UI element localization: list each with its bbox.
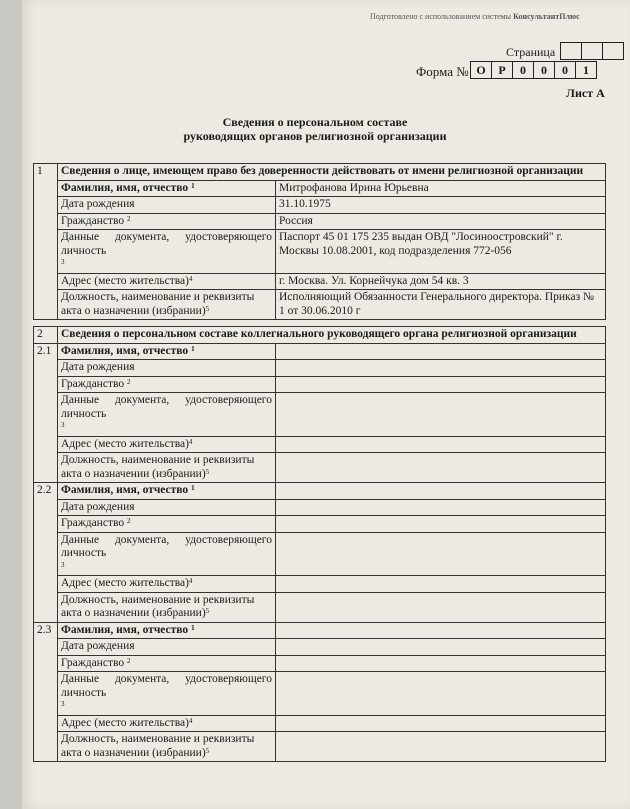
field-value: 31.10.1975 [276, 197, 606, 214]
field-row [34, 436, 606, 453]
field-row [34, 197, 606, 214]
page-label: Страница [506, 45, 556, 59]
sheet-label: Лист А [566, 86, 605, 100]
field-value [276, 732, 606, 762]
field-value [276, 532, 606, 576]
field-row [34, 732, 606, 762]
field-value: Паспорт 45 01 175 235 выдан ОВД "Лосиноостровский" г. Москвы 10.08.2001, код подразделения 772-056 [276, 230, 606, 274]
field-row [34, 516, 606, 533]
page-box [560, 42, 582, 60]
field-row [34, 592, 606, 622]
field-row [34, 360, 606, 377]
field-label: Гражданство $^2$ [58, 516, 276, 533]
field-value [276, 715, 606, 732]
field-value: Россия [276, 213, 606, 230]
field-label: Должность, наименование и реквизиты акта о назначении (избрании)$^5$ [58, 732, 276, 762]
field-value: г. Москва. Ул. Корнейчука дом 54 кв. 3 [276, 273, 606, 290]
field-label: Данные документа, удостоверяющего личность $^3$ [58, 393, 276, 437]
title-line-2: руководящих органов религиозной организации [183, 129, 447, 143]
field-label: Должность, наименование и реквизиты акта о назначении (избрании)$^5$ [58, 592, 276, 622]
subsection-number: 2.2 [34, 483, 58, 623]
section-2-header [34, 327, 606, 344]
field-row [34, 655, 606, 672]
field-label: Дата рождения [58, 639, 276, 656]
field-value [276, 360, 606, 377]
field-label: Адрес (место жительства)$^4$ [58, 576, 276, 593]
field-row [34, 376, 606, 393]
field-label: Фамилия, имя, отчество $^1$ [58, 180, 276, 197]
field-value [276, 622, 606, 639]
field-row [34, 393, 606, 437]
section-number: 1 [34, 164, 58, 320]
field-label: Дата рождения [58, 360, 276, 377]
section-heading: Сведения о персональном составе коллегиального руководящего органа религиозной организации [58, 327, 606, 344]
field-label: Гражданство $^2$ [58, 213, 276, 230]
field-label: Гражданство $^2$ [58, 376, 276, 393]
form-code-box: 0 [554, 61, 576, 79]
page-box [602, 42, 624, 60]
field-row [34, 715, 606, 732]
field-row [34, 532, 606, 576]
spacer-row [34, 320, 606, 327]
subsection-number: 2.3 [34, 622, 58, 762]
field-value [276, 639, 606, 656]
section-number: 2 [34, 327, 58, 344]
field-label: Адрес (место жительства)$^4$ [58, 436, 276, 453]
field-label: Адрес (место жительства)$^4$ [58, 715, 276, 732]
form-code-box: Р [491, 61, 513, 79]
page-number-boxes [561, 42, 624, 60]
field-label: Дата рождения [58, 197, 276, 214]
field-row [34, 639, 606, 656]
field-row [34, 499, 606, 516]
field-row [34, 213, 606, 230]
form-code-boxes [471, 61, 597, 79]
field-value [276, 516, 606, 533]
field-row [34, 483, 606, 500]
field-value [276, 453, 606, 483]
field-row [34, 343, 606, 360]
field-row [34, 672, 606, 716]
field-value [276, 499, 606, 516]
form-code-box: 0 [512, 61, 534, 79]
field-value [276, 672, 606, 716]
field-value [276, 655, 606, 672]
field-label: Фамилия, имя, отчество $^1$ [58, 483, 276, 500]
field-value [276, 343, 606, 360]
form-code-box: 0 [533, 61, 555, 79]
title-line-1: Сведения о персональном составе [222, 115, 408, 129]
field-value [276, 436, 606, 453]
field-label: Данные документа, удостоверяющего личность $^3$ [58, 230, 276, 274]
section-1-header [34, 164, 606, 181]
field-row [34, 290, 606, 320]
field-label: Должность, наименование и реквизиты акта о назначении (избрании)$^5$ [58, 453, 276, 483]
field-label: Дата рождения [58, 499, 276, 516]
field-label: Фамилия, имя, отчество $^1$ [58, 622, 276, 639]
subsection-number: 2.1 [34, 343, 58, 483]
field-label: Данные документа, удостоверяющего личность $^3$ [58, 672, 276, 716]
field-row [34, 576, 606, 593]
form-code-box: О [470, 61, 492, 79]
document-title [0, 115, 630, 143]
field-row [34, 273, 606, 290]
field-label: Фамилия, имя, отчество $^1$ [58, 343, 276, 360]
field-label: Данные документа, удостоверяющего личность $^3$ [58, 532, 276, 576]
personnel-form-table [33, 163, 606, 762]
form-number-label: Форма № [416, 64, 469, 79]
form-code-box: 1 [575, 61, 597, 79]
field-value [276, 592, 606, 622]
field-value [276, 576, 606, 593]
field-label: Гражданство $^2$ [58, 655, 276, 672]
section-heading: Сведения о лице, имеющем право без доверенности действовать от имени религиозной организации [58, 164, 606, 181]
page-box [581, 42, 603, 60]
field-row [34, 453, 606, 483]
field-value [276, 376, 606, 393]
field-label: Должность, наименование и реквизиты акта о назначении (избрании)$^5$ [58, 290, 276, 320]
field-label: Адрес (место жительства)$^4$ [58, 273, 276, 290]
field-value [276, 393, 606, 437]
field-row [34, 622, 606, 639]
field-row [34, 230, 606, 274]
field-value: Митрофанова Ирина Юрьевна [276, 180, 606, 197]
field-row [34, 180, 606, 197]
source-note: Подготовлено с использованием системы КонсультантПлюс [370, 12, 580, 21]
field-value [276, 483, 606, 500]
field-value: Исполняющий Обязанности Генерального директора. Приказ № 1 от 30.06.2010 г [276, 290, 606, 320]
